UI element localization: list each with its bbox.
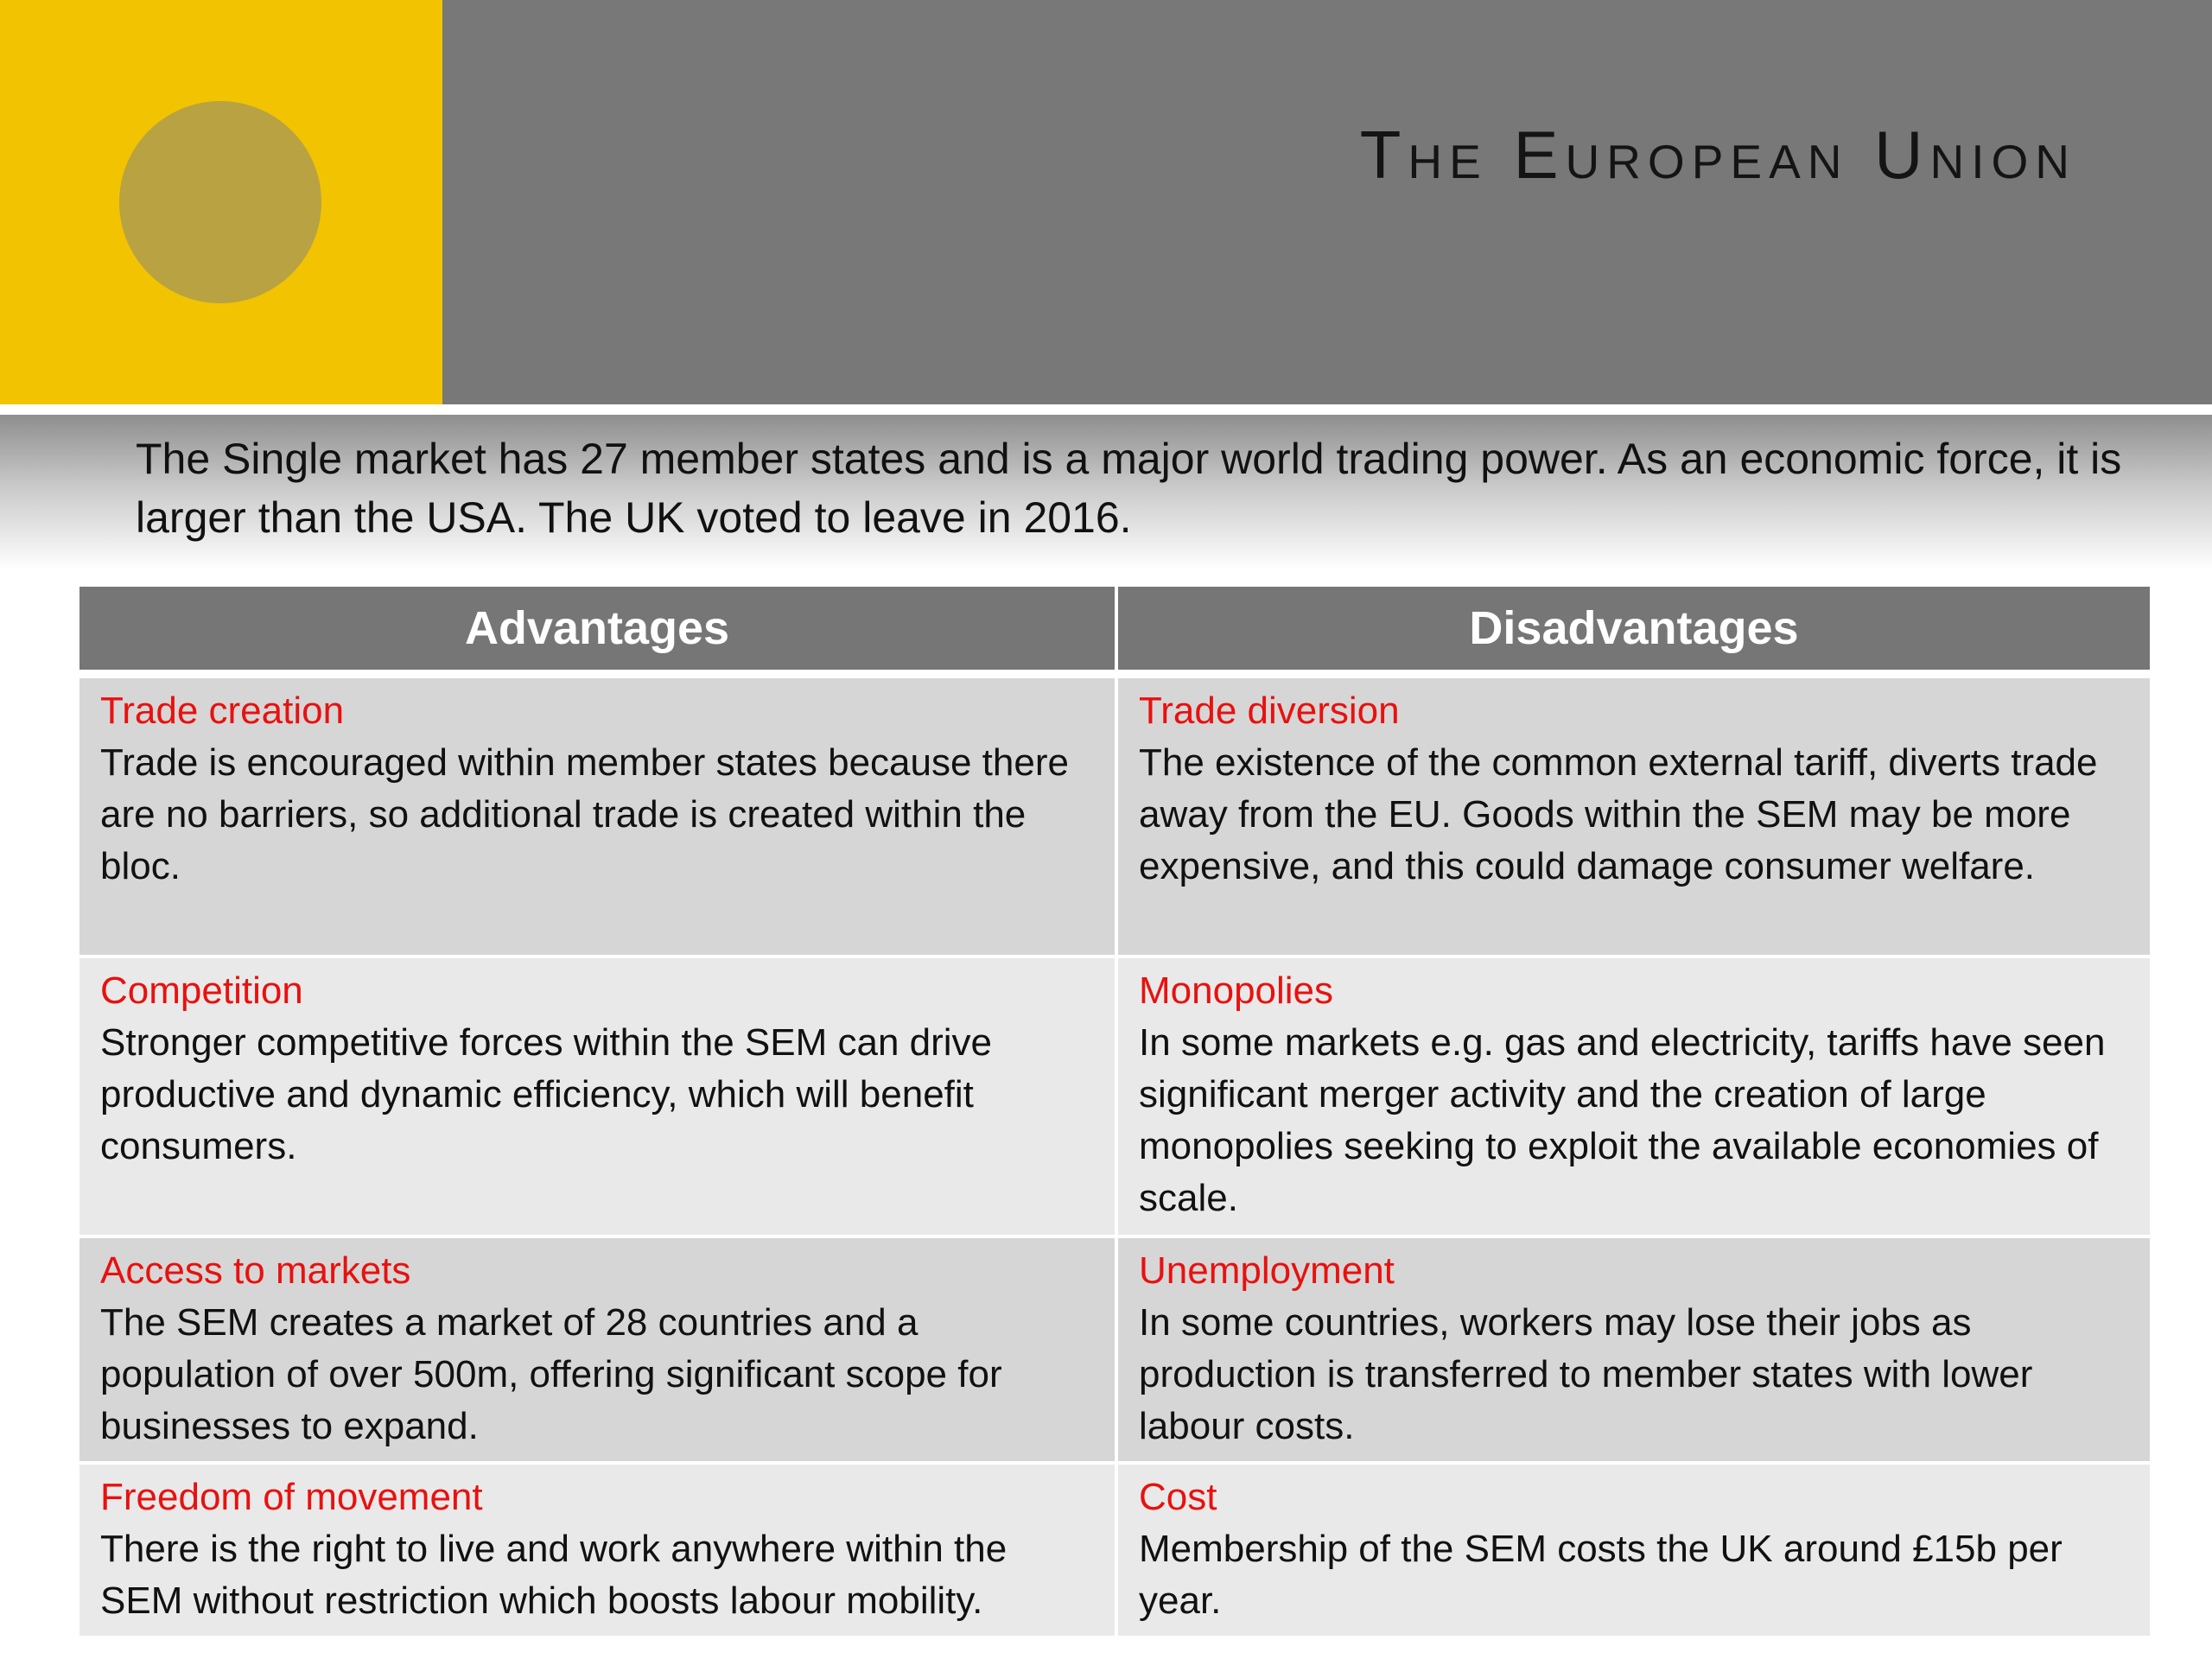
accent-circle xyxy=(119,101,321,303)
advantage-text: Trade is encouraged within member states because there are no barriers, so additional trade is created within the bloc. xyxy=(100,741,1069,887)
advantage-text: Stronger competitive forces within the SEM can drive productive and dynamic efficiency, which will benefit consumers. xyxy=(100,1021,993,1167)
disadvantage-cell xyxy=(1116,1236,2150,1463)
advantage-cell xyxy=(79,1463,1116,1637)
slide-title: The European Union xyxy=(1359,117,2076,193)
disadvantage-text: Membership of the SEM costs the UK around £15b per year. xyxy=(1139,1528,2063,1622)
advantage-heading: Access to markets xyxy=(100,1249,411,1292)
advantage-heading: Competition xyxy=(100,969,303,1012)
disadvantage-cell xyxy=(1116,1463,2150,1637)
advantage-cell xyxy=(79,1236,1116,1463)
advantage-cell xyxy=(79,957,1116,1236)
disadvantage-heading: Trade diversion xyxy=(1139,690,1400,732)
disadvantage-text: The existence of the common external tariff, diverts trade away from the EU. Goods within the SEM may be more expensive, and this could damage consumer welfare. xyxy=(1139,741,2098,887)
table-row xyxy=(79,1236,2150,1463)
comparison-table xyxy=(79,587,2150,1639)
advantage-cell xyxy=(79,674,1116,957)
table-row xyxy=(79,1463,2150,1637)
header-advantages: Advantages xyxy=(79,587,1116,674)
advantage-text: There is the right to live and work anywhere within the SEM without restriction which boosts labour mobility. xyxy=(100,1528,1007,1622)
disadvantage-text: In some markets e.g. gas and electricity, tariffs have seen significant merger activity and the creation of large monopolies seeking to exploit the available economies of scale. xyxy=(1139,1021,2106,1219)
intro-text: The Single market has 27 member states and is a major world trading power. As an economic force, it is larger than the USA. The UK voted to leave in 2016. xyxy=(136,435,2122,542)
header-disadvantages: Disadvantages xyxy=(1116,587,2150,674)
disadvantage-heading: Unemployment xyxy=(1139,1249,1395,1292)
table-row xyxy=(79,957,2150,1236)
advantage-heading: Freedom of movement xyxy=(100,1476,483,1518)
advantage-heading: Trade creation xyxy=(100,690,345,732)
table-header-row xyxy=(79,587,2150,674)
disadvantage-text: In some countries, workers may lose their jobs as production is transferred to member states with lower labour costs. xyxy=(1139,1301,2033,1447)
disadvantage-heading: Cost xyxy=(1139,1476,1217,1518)
disadvantage-cell xyxy=(1116,674,2150,957)
table-row xyxy=(79,674,2150,957)
advantage-text: The SEM creates a market of 28 countries and a population of over 500m, offering significant scope for businesses to expand. xyxy=(100,1301,1002,1447)
disadvantage-heading: Monopolies xyxy=(1139,969,1334,1012)
accent-square xyxy=(0,0,442,404)
disadvantage-cell xyxy=(1116,957,2150,1236)
